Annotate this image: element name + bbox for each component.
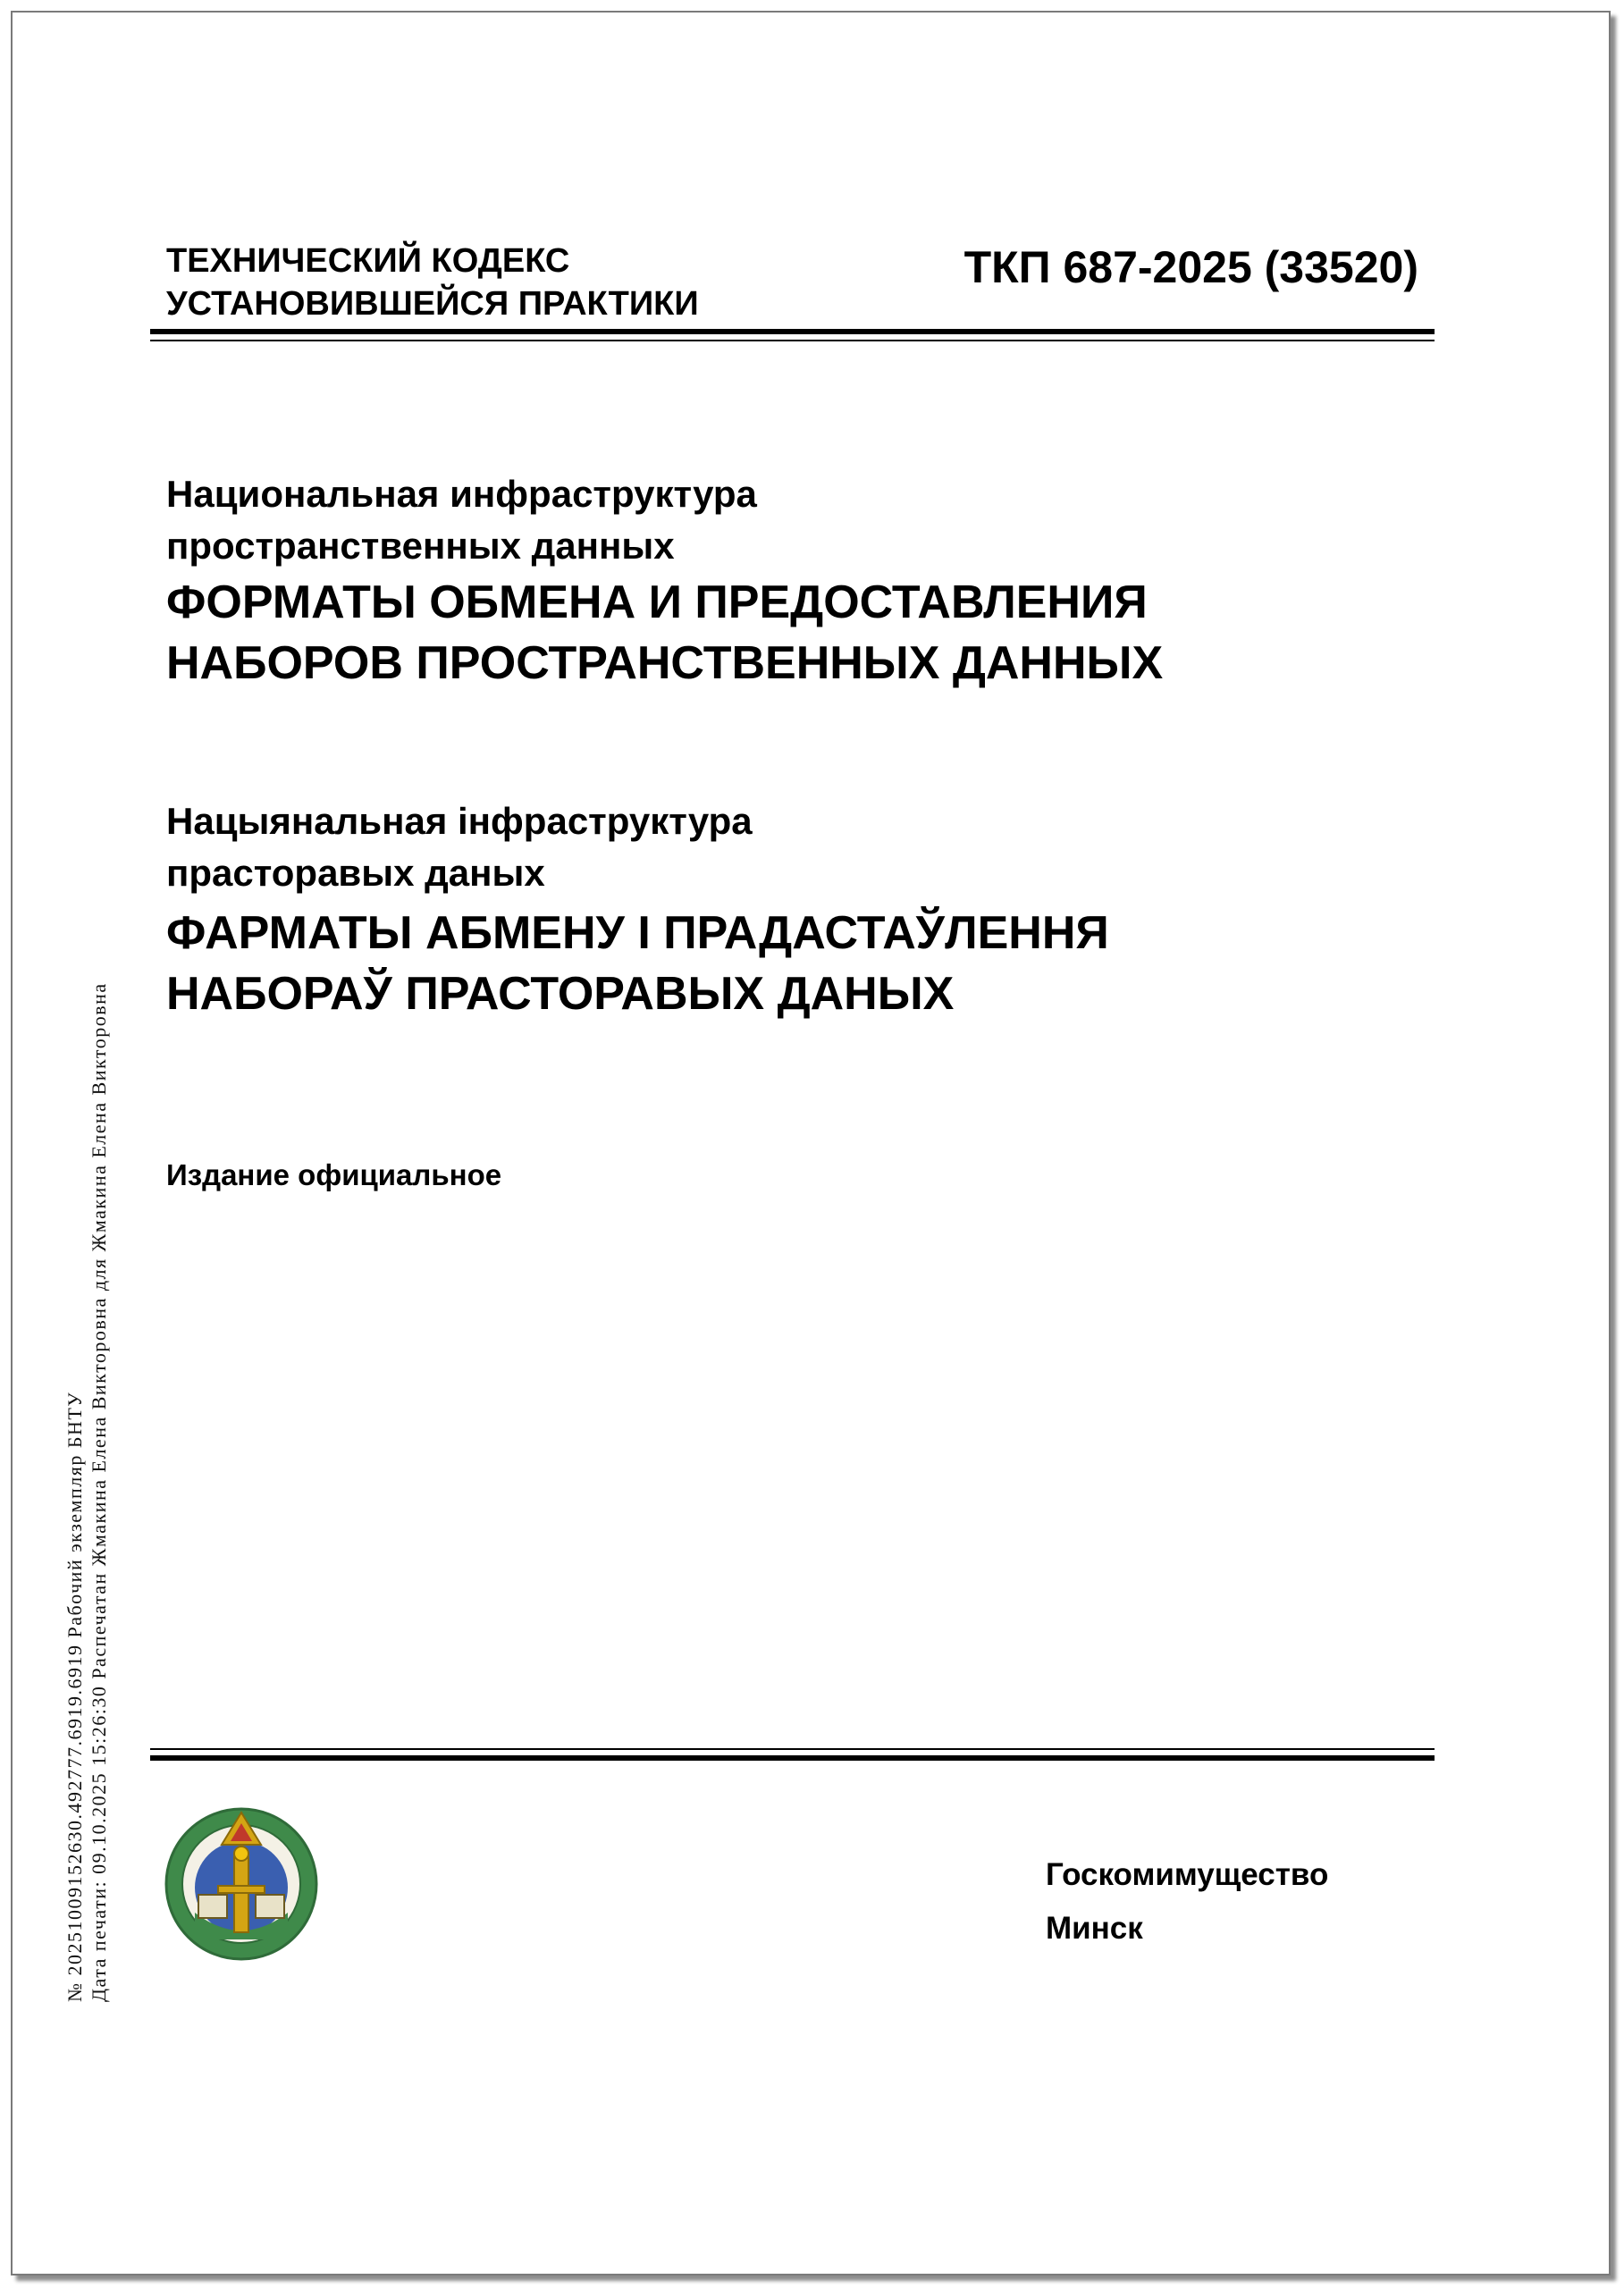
edition-note: Издание официальное [166,1158,502,1191]
by-title [166,903,1109,1024]
by-title-line-1: ФАРМАТЫ АБМЕНУ І ПРАДАСТАЎЛЕННЯ [166,907,1109,959]
print-stamp-line-2: Дата печати: 09.10.2025 15:26:30 Распечатан Жмакина Елена Викторовна для Жмакина Елена Викторовна [88,982,110,2002]
ru-title-line-1: ФОРМАТЫ ОБМЕНА И ПРЕДОСТАВЛЕНИЯ [166,576,1148,628]
state-property-committee-seal-icon [163,1805,320,1963]
header-divider-thick [150,329,1435,334]
ru-subtitle-line-2: пространственных данных [166,525,675,567]
footer-divider-thick [150,1755,1435,1761]
by-subtitle-line-2: прасторавых даных [166,852,545,894]
by-title-line-2: НАБОРАЎ ПРАСТОРАВЫХ ДАНЫХ [166,968,955,1020]
print-stamp [63,572,134,2002]
header-divider-thin [150,340,1435,341]
document-designation: ТКП 687-2025 (33520) [963,242,1418,292]
by-subtitle [166,795,753,899]
ru-subtitle-line-1: Национальная инфраструктура [166,473,757,515]
publisher-name: Госкомимущество [1046,1857,1329,1892]
ru-title-line-2: НАБОРОВ ПРОСТРАНСТВЕННЫХ ДАННЫХ [166,637,1164,689]
by-subtitle-line-1: Нацыянальная інфраструктура [166,800,753,842]
document-kind-line-2: УСТАНОВИВШЕЙСЯ ПРАКТИКИ [166,285,699,323]
ru-title [166,572,1163,694]
document-kind [166,240,699,325]
print-stamp-line-1: № 20251009152630.492777.6919.6919 Рабочий экземпляр БНТУ [63,1391,86,2002]
publisher-city: Минск [1046,1911,1143,1946]
ru-subtitle [166,468,757,572]
footer-divider-thin [150,1748,1435,1750]
document-kind-line-1: ТЕХНИЧЕСКИЙ КОДЕКС [166,242,570,280]
